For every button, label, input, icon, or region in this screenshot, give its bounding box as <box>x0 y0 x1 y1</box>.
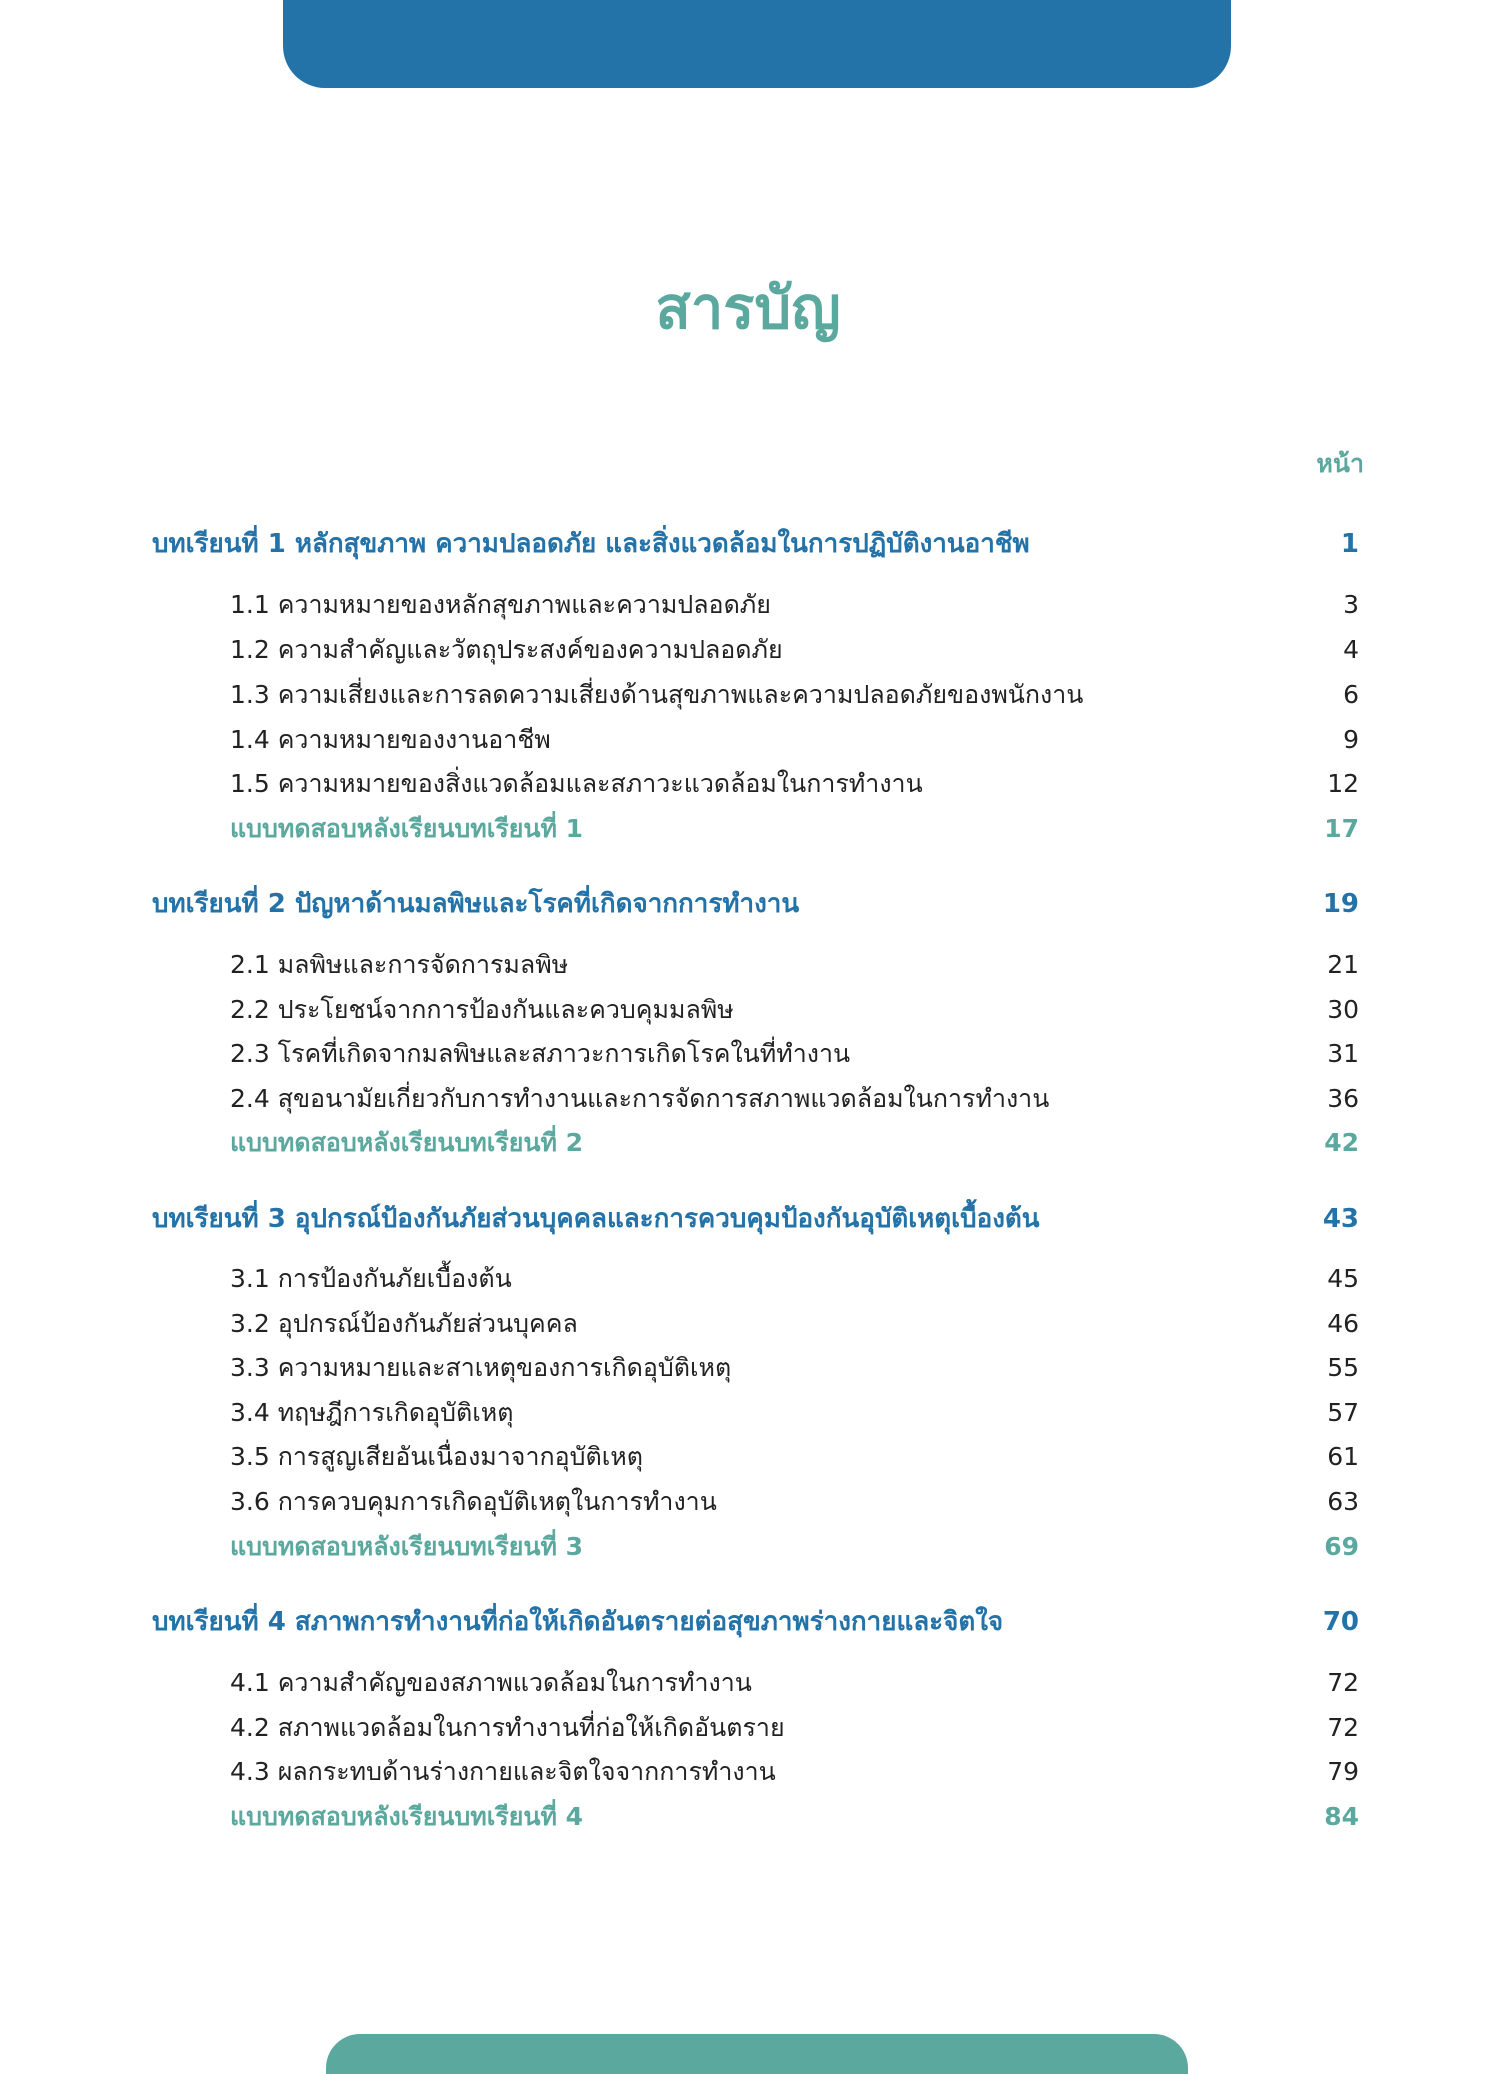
toc-item-row <box>0 764 1496 804</box>
toc-item-row <box>0 1034 1496 1074</box>
toc-page-number: 84 <box>1324 1802 1359 1831</box>
toc-quiz-row <box>0 1527 1496 1567</box>
toc-item-row <box>0 720 1496 760</box>
toc-page-number: 19 <box>1322 889 1359 919</box>
toc-item-title: 3.5 การสูญเสียอันเนื่องมาจากอุบัติเหตุ <box>230 1442 644 1471</box>
toc-item-title: 1.4 ความหมายของงานอาชีพ <box>230 725 551 754</box>
toc-page-number: 45 <box>1327 1264 1359 1293</box>
toc-item-title: 4.2 สภาพแวดล้อมในการทำงานที่ก่อให้เกิดอันตราย <box>230 1713 785 1742</box>
toc-item-title: 2.4 สุขอนามัยเกี่ยวกับการทำงานและการจัดการสภาพแวดล้อมในการทำงาน <box>230 1084 1050 1113</box>
toc-page-number: 6 <box>1343 680 1359 709</box>
toc-page-number: 46 <box>1327 1309 1359 1338</box>
toc-item-title: 3.6 การควบคุมการเกิดอุบัติเหตุในการทำงาน <box>230 1487 717 1516</box>
toc-quiz-title: แบบทดสอบหลังเรียนบทเรียนที่ 4 <box>230 1802 584 1831</box>
toc-page-number: 79 <box>1327 1757 1359 1786</box>
toc-item-row <box>0 1348 1496 1388</box>
toc-chapter-title: บทเรียนที่ 2 ปัญหาด้านมลพิษและโรคที่เกิดจากการทำงาน <box>152 889 800 919</box>
toc-chapter-title: บทเรียนที่ 3 อุปกรณ์ป้องกันภัยส่วนบุคคลและการควบคุมป้องกันอุบัติเหตุเบื้องต้น <box>152 1204 1040 1234</box>
toc-chapter-row <box>0 884 1496 924</box>
toc-item-title: 1.2 ความสำคัญและวัตถุประสงค์ของความปลอดภัย <box>230 635 783 664</box>
toc-page-number: 9 <box>1343 725 1359 754</box>
toc-quiz-row <box>0 809 1496 849</box>
toc-page-number: 61 <box>1327 1442 1359 1471</box>
toc-chapter-row <box>0 1602 1496 1642</box>
toc-item-row <box>0 1663 1496 1703</box>
toc-item-title: 3.1 การป้องกันภัยเบื้องต้น <box>230 1264 512 1293</box>
toc-page-number: 4 <box>1343 635 1359 664</box>
toc-item-row <box>0 1079 1496 1119</box>
toc-page-number: 1 <box>1340 529 1359 559</box>
toc-item-row <box>0 1482 1496 1522</box>
toc-page-number: 72 <box>1327 1713 1359 1742</box>
page-title: สารบัญ <box>655 274 841 342</box>
toc-page-number: 36 <box>1327 1084 1359 1113</box>
toc-quiz-row <box>0 1797 1496 1837</box>
toc-item-row <box>0 1437 1496 1477</box>
toc-item-row <box>0 585 1496 625</box>
toc-item-title: 3.2 อุปกรณ์ป้องกันภัยส่วนบุคคล <box>230 1309 578 1338</box>
toc-item-title: 3.4 ทฤษฎีการเกิดอุบัติเหตุ <box>230 1398 514 1427</box>
toc-item-title: 4.1 ความสำคัญของสภาพแวดล้อมในการทำงาน <box>230 1668 752 1697</box>
toc-item-title: 1.3 ความเสี่ยงและการลดความเสี่ยงด้านสุขภาพและความปลอดภัยของพนักงาน <box>230 680 1084 709</box>
toc-page-number: 30 <box>1327 995 1359 1024</box>
toc-page-number: 12 <box>1327 769 1359 798</box>
bottom-decorative-bar <box>326 2034 1188 2074</box>
page-column-header: หน้า <box>1316 449 1364 478</box>
toc-page-number: 3 <box>1343 590 1359 619</box>
toc-item-row <box>0 1708 1496 1748</box>
toc-page-number: 17 <box>1324 814 1359 843</box>
toc-page-number: 57 <box>1327 1398 1359 1427</box>
toc-quiz-title: แบบทดสอบหลังเรียนบทเรียนที่ 2 <box>230 1128 584 1157</box>
toc-chapter-title: บทเรียนที่ 4 สภาพการทำงานที่ก่อให้เกิดอันตรายต่อสุขภาพร่างกายและจิตใจ <box>152 1607 1004 1637</box>
toc-page-number: 69 <box>1324 1532 1359 1561</box>
toc-item-row <box>0 675 1496 715</box>
toc-chapter-row <box>0 524 1496 564</box>
toc-item-title: 1.5 ความหมายของสิ่งแวดล้อมและสภาวะแวดล้อมในการทำงาน <box>230 769 923 798</box>
toc-item-title: 1.1 ความหมายของหลักสุขภาพและความปลอดภัย <box>230 590 771 619</box>
toc-item-row <box>0 1752 1496 1792</box>
toc-page-number: 55 <box>1327 1353 1359 1382</box>
toc-page-number: 70 <box>1322 1607 1359 1637</box>
toc-quiz-title: แบบทดสอบหลังเรียนบทเรียนที่ 3 <box>230 1532 584 1561</box>
toc-item-row <box>0 990 1496 1030</box>
toc-page-number: 43 <box>1322 1204 1359 1234</box>
toc-item-row <box>0 630 1496 670</box>
toc-page-number: 21 <box>1327 950 1359 979</box>
toc-chapter-title: บทเรียนที่ 1 หลักสุขภาพ ความปลอดภัย และสิ่งแวดล้อมในการปฏิบัติงานอาชีพ <box>152 529 1030 559</box>
toc-item-title: 3.3 ความหมายและสาเหตุของการเกิดอุบัติเหตุ <box>230 1353 732 1382</box>
top-decorative-bar <box>283 0 1231 88</box>
toc-item-title: 2.2 ประโยชน์จากการป้องกันและควบคุมมลพิษ <box>230 995 734 1024</box>
toc-item-title: 4.3 ผลกระทบด้านร่างกายและจิตใจจากการทำงาน <box>230 1757 776 1786</box>
toc-page-number: 31 <box>1327 1039 1359 1068</box>
toc-quiz-title: แบบทดสอบหลังเรียนบทเรียนที่ 1 <box>230 814 584 843</box>
toc-item-title: 2.1 มลพิษและการจัดการมลพิษ <box>230 950 569 979</box>
toc-item-title: 2.3 โรคที่เกิดจากมลพิษและสภาวะการเกิดโรคในที่ทำงาน <box>230 1039 851 1068</box>
toc-page-number: 72 <box>1327 1668 1359 1697</box>
toc-chapter-row <box>0 1199 1496 1239</box>
toc-page-number: 42 <box>1324 1128 1359 1157</box>
toc-item-row <box>0 1393 1496 1433</box>
toc-item-row <box>0 1304 1496 1344</box>
toc-page-number: 63 <box>1327 1487 1359 1516</box>
toc-quiz-row <box>0 1123 1496 1163</box>
toc-item-row <box>0 945 1496 985</box>
toc-item-row <box>0 1259 1496 1299</box>
